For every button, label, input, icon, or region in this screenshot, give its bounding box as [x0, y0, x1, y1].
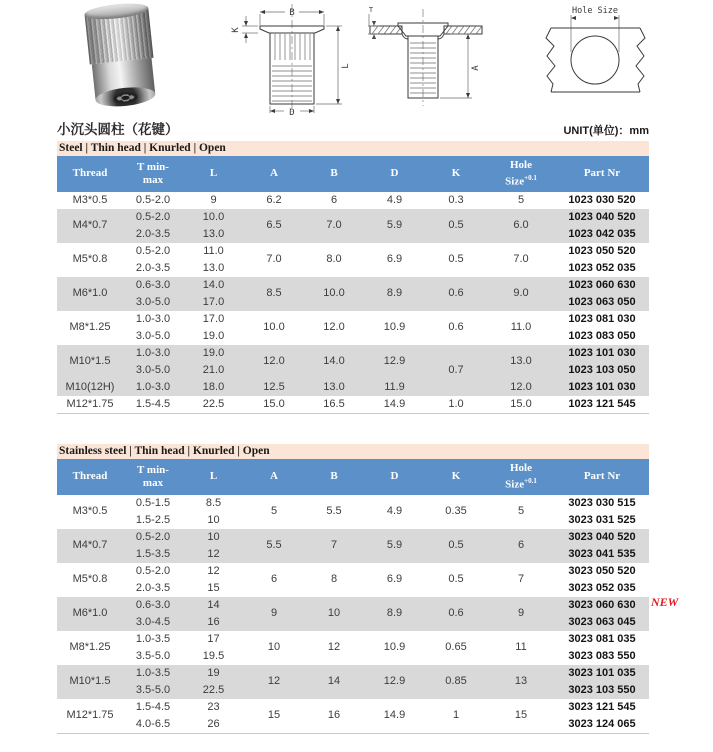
cell-t: 4.0-6.5: [135, 717, 171, 730]
col-l: L: [183, 459, 244, 495]
cell-part: 1023 103 050: [555, 362, 649, 379]
cell-l: 13.0: [202, 261, 225, 274]
cell-t: 2.0-3.5: [135, 581, 171, 594]
cell-thread: M10(12H): [57, 379, 123, 396]
cell-thread: M8*1.25: [69, 321, 111, 334]
cell-b: 8: [330, 573, 338, 586]
cell-part: 1023 083 050: [568, 329, 636, 342]
table-row: [57, 631, 649, 648]
cell-l: 14.0: [183, 277, 244, 294]
cell-part: 1023 081 030: [568, 312, 636, 325]
cell-a: 5: [270, 505, 278, 518]
cell-d: 4.9: [386, 505, 403, 518]
cell-b: 7.0: [304, 209, 364, 243]
cell-l: 8.5: [205, 496, 222, 509]
cell-part: 3023 124 065: [568, 717, 636, 730]
col-a: A: [244, 156, 304, 192]
cell-hole: 5: [517, 505, 525, 518]
cell-l: 18.0: [183, 379, 244, 396]
cell-part: 1023 060 630: [555, 277, 649, 294]
table-row: [57, 192, 649, 209]
cell-b: 10: [304, 597, 364, 631]
cell-l: 22.5: [183, 682, 244, 699]
cell-t: 3.0-5.0: [135, 329, 171, 342]
col-t: T min- max: [123, 459, 183, 495]
dim-t-label: T: [368, 6, 374, 14]
col-k: K: [425, 459, 487, 495]
section-drawing: [230, 2, 356, 118]
cell-a: 12: [244, 665, 304, 699]
cell-b: 7: [304, 529, 364, 563]
cell-l: 10: [183, 529, 244, 546]
cell-k: 0.5: [448, 253, 464, 266]
cell-t: 1.5-4.5: [135, 397, 171, 410]
cell-l: 11.0: [203, 244, 224, 257]
cell-d: 14.9: [383, 397, 406, 410]
cell-hole: 15: [514, 709, 528, 722]
cell-part: 1023 052 035: [568, 261, 636, 274]
cell-t: 0.5-2.0: [123, 209, 183, 226]
dim-l-label: L: [341, 63, 351, 69]
cell-l: 17.0: [183, 294, 244, 311]
cell-k: 0.5: [425, 209, 487, 243]
cell-thread: M3*0.5: [72, 193, 108, 206]
cell-thread: M6*1.0: [57, 277, 123, 311]
cell-b: 16: [327, 709, 341, 722]
cell-hole: 9: [487, 597, 555, 631]
cell-b: 14: [304, 665, 364, 699]
cell-k: 0.5: [425, 529, 487, 563]
cell-t: 0.5-2.0: [135, 244, 171, 257]
cell-d: 12.9: [364, 665, 425, 699]
cell-t: 0.6-3.0: [123, 277, 183, 294]
cell-t: 1.0-3.0: [123, 379, 183, 396]
cell-part: 1023 040 520: [555, 209, 649, 226]
cell-t: 0.5-1.5: [135, 496, 171, 509]
cell-a: 10.0: [263, 321, 285, 334]
dim-d-label: D: [289, 108, 295, 118]
cell-part: 3023 121 545: [568, 700, 636, 713]
col-part: Part Nr: [555, 156, 649, 192]
cell-t: 1.0-3.5: [135, 632, 171, 645]
cell-t: 1.5-4.5: [135, 700, 171, 713]
cell-d: 5.9: [364, 209, 425, 243]
cell-hole: 11: [515, 641, 527, 654]
table-row: [57, 529, 649, 546]
cell-a: 15: [267, 709, 281, 722]
cell-l: 19.5: [202, 649, 225, 662]
cell-thread: M12*1.75: [66, 709, 114, 722]
col-b: B: [304, 459, 364, 495]
cell-part: 3023 063 045: [555, 614, 649, 631]
cell-part: 1023 063 050: [555, 294, 649, 311]
cell-t: 0.5-2.0: [135, 193, 171, 206]
cell-t: 0.6-3.0: [123, 597, 183, 614]
col-a: A: [244, 459, 304, 495]
dim-b-label: B: [289, 8, 295, 18]
cell-hole: 6: [487, 529, 555, 563]
cell-hole: 6.0: [487, 209, 555, 243]
cell-thread: M5*0.8: [72, 573, 108, 586]
cell-t: 1.0-3.0: [135, 312, 171, 325]
cell-b: 6: [330, 193, 338, 206]
stainless-table: [57, 459, 649, 734]
col-l: L: [183, 156, 244, 192]
cell-t: 0.5-2.0: [135, 564, 171, 577]
cell-d: 8.9: [364, 597, 425, 631]
cell-t: 2.0-3.5: [135, 261, 171, 274]
cell-l: 23: [207, 700, 220, 713]
cell-t: 1.0-3.0: [123, 345, 183, 362]
table-row: [57, 563, 649, 580]
cell-b: 14.0: [304, 345, 364, 379]
cell-t: 1.0-3.5: [123, 665, 183, 682]
cell-part: 1023 101 030: [555, 345, 649, 362]
cell-hole: 13.0: [487, 345, 555, 379]
table-row: [57, 379, 649, 396]
steel-banner: Steel | Thin head | Knurled | Open: [57, 141, 649, 156]
cell-thread: M4*0.7: [57, 529, 123, 563]
cell-part: 1023 050 520: [568, 244, 636, 257]
cell-part: 3023 050 520: [568, 564, 636, 577]
cell-t: 3.5-5.0: [135, 649, 171, 662]
cell-k: 0.6: [425, 597, 487, 631]
cell-l: 10.0: [183, 209, 244, 226]
cell-k-merged: 0.7: [425, 345, 487, 396]
cell-b: 8.0: [326, 253, 342, 266]
new-badge: NEW: [651, 595, 679, 609]
unit-label: UNIT(单位)：mm: [563, 125, 649, 137]
cell-l: 12: [207, 564, 220, 577]
cell-t: 1.5-3.5: [123, 546, 183, 563]
cell-part: 3023 083 550: [568, 649, 636, 662]
cell-k: 0.65: [445, 641, 467, 654]
cell-k: 0.35: [445, 505, 467, 518]
cell-l: 17: [207, 632, 220, 645]
hole-size-label: Hole Size: [571, 6, 619, 16]
cell-part: 3023 060 630: [555, 597, 649, 614]
cell-a: 12.5: [244, 379, 304, 396]
cell-b: 12.0: [323, 321, 345, 334]
cell-t: 1.5-2.5: [135, 513, 171, 526]
cell-thread: M10*1.5: [57, 345, 123, 379]
cell-d: 10.9: [383, 641, 406, 654]
cell-part: 3023 103 550: [555, 682, 649, 699]
cell-hole: 13: [487, 665, 555, 699]
col-k: K: [425, 156, 487, 192]
cell-k: 0.6: [448, 321, 464, 334]
cell-d: 5.9: [364, 529, 425, 563]
col-t: T min- max: [123, 156, 183, 192]
steel-header-row: [57, 156, 649, 192]
cell-l: 13.0: [183, 226, 244, 243]
cell-part: 3023 101 035: [555, 665, 649, 682]
cell-part: 1023 042 035: [555, 226, 649, 243]
cell-part: 3023 041 535: [555, 546, 649, 563]
cell-l: 21.0: [183, 362, 244, 379]
title-row: [57, 118, 649, 138]
cell-l: 16: [183, 614, 244, 631]
cell-t: 0.5-2.0: [123, 529, 183, 546]
page-title: 小沉头圆柱（花键）: [57, 122, 179, 137]
cell-hole: 7.0: [513, 253, 529, 266]
cell-a: 6.2: [266, 193, 282, 206]
table-row: [57, 396, 649, 414]
cell-t: 2.0-3.5: [123, 226, 183, 243]
cell-d: 11.9: [364, 379, 425, 396]
cell-part: 3023 030 515: [568, 496, 636, 509]
cell-a: 10: [267, 641, 281, 654]
cell-thread: M12*1.75: [66, 397, 114, 410]
cell-part: 3023 031 525: [568, 513, 636, 526]
col-thread: Thread: [57, 459, 123, 495]
col-hole: Hole Size$^{+0.1}$: [487, 459, 555, 495]
table-row: [57, 345, 649, 362]
cell-hole: 9.0: [487, 277, 555, 311]
cell-t: 3.0-5.0: [123, 294, 183, 311]
cell-part: 1023 030 520: [568, 193, 636, 206]
cell-hole: 11.0: [510, 321, 532, 334]
table-row: [57, 597, 649, 614]
cell-b: 10.0: [304, 277, 364, 311]
dim-a-label: A: [471, 65, 481, 71]
cell-l: 22.5: [202, 397, 225, 410]
cell-l: 19: [183, 665, 244, 682]
cell-a: 8.5: [244, 277, 304, 311]
cell-b: 16.5: [323, 397, 345, 410]
cell-k: 0.6: [425, 277, 487, 311]
cell-thread: M10*1.5: [57, 665, 123, 699]
cell-a: 12.0: [244, 345, 304, 379]
col-d: D: [364, 459, 425, 495]
cell-hole: 7: [517, 573, 525, 586]
cell-a: 6: [270, 573, 278, 586]
cell-a: 15.0: [263, 397, 285, 410]
cell-b: 5.5: [326, 505, 342, 518]
cell-a: 9: [244, 597, 304, 631]
cell-t: 3.0-5.0: [123, 362, 183, 379]
cell-k: 0.3: [448, 193, 464, 206]
cell-d: 10.9: [383, 321, 406, 334]
cell-l: 15: [207, 581, 220, 594]
col-b: B: [304, 156, 364, 192]
cell-d: 6.9: [386, 573, 403, 586]
cell-a: 6.5: [244, 209, 304, 243]
cell-thread: M6*1.0: [57, 597, 123, 631]
stainless-banner: Stainless steel | Thin head | Knurled | Open: [57, 444, 649, 459]
cell-part: 1023 101 030: [555, 379, 649, 396]
cell-d: 14.9: [383, 709, 406, 722]
cell-l: 14: [183, 597, 244, 614]
hole-size-drawing: [543, 2, 649, 102]
cell-a: 7.0: [266, 253, 282, 266]
cell-k: 1: [452, 709, 460, 722]
cell-l: 26: [207, 717, 220, 730]
cell-part: 3023 081 035: [568, 632, 636, 645]
cell-t: 3.0-4.5: [123, 614, 183, 631]
steel-table: [57, 156, 649, 414]
cell-l: 12: [183, 546, 244, 563]
cell-part: 3023 040 520: [555, 529, 649, 546]
table-row: [57, 665, 649, 682]
cell-d: 8.9: [364, 277, 425, 311]
cell-thread: M4*0.7: [57, 209, 123, 243]
cell-thread: M5*0.8: [72, 253, 108, 266]
table-row: [57, 311, 649, 328]
cell-k: 0.5: [448, 573, 464, 586]
cell-thread: M3*0.5: [72, 505, 108, 518]
cell-hole: 12.0: [487, 379, 555, 396]
cell-l: 19.0: [183, 345, 244, 362]
cell-part: 1023 121 545: [568, 397, 636, 410]
cell-l: 9: [210, 193, 217, 206]
cell-d: 4.9: [386, 193, 403, 206]
table-row: [57, 277, 649, 294]
cell-k: 0.85: [425, 665, 487, 699]
col-hole: Hole Size$^{+0.1}$: [487, 156, 555, 192]
cell-thread: M8*1.25: [69, 641, 111, 654]
cell-hole: 15.0: [510, 397, 532, 410]
col-d: D: [364, 156, 425, 192]
cell-part: 3023 052 035: [568, 581, 636, 594]
stainless-header-row: [57, 459, 649, 495]
table-row: [57, 243, 649, 260]
cell-b: 12: [327, 641, 341, 654]
cell-b: 13.0: [304, 379, 364, 396]
cell-hole: 5: [517, 193, 525, 206]
product-photo: [81, 1, 163, 110]
table-row: [57, 495, 649, 512]
cell-k: 1.0: [448, 397, 464, 410]
installed-drawing: [368, 6, 488, 112]
cell-a: 5.5: [244, 529, 304, 563]
table-row: [57, 209, 649, 226]
cell-d: 12.9: [364, 345, 425, 379]
cell-l: 10: [207, 513, 220, 526]
dim-k-label: K: [231, 27, 241, 33]
table-row: [57, 699, 649, 716]
cell-d: 6.9: [386, 253, 403, 266]
cell-l: 19.0: [202, 329, 225, 342]
col-thread: Thread: [57, 156, 123, 192]
cell-l: 17.0: [202, 312, 225, 325]
col-part: Part Nr: [555, 459, 649, 495]
cell-t: 3.5-5.0: [123, 682, 183, 699]
